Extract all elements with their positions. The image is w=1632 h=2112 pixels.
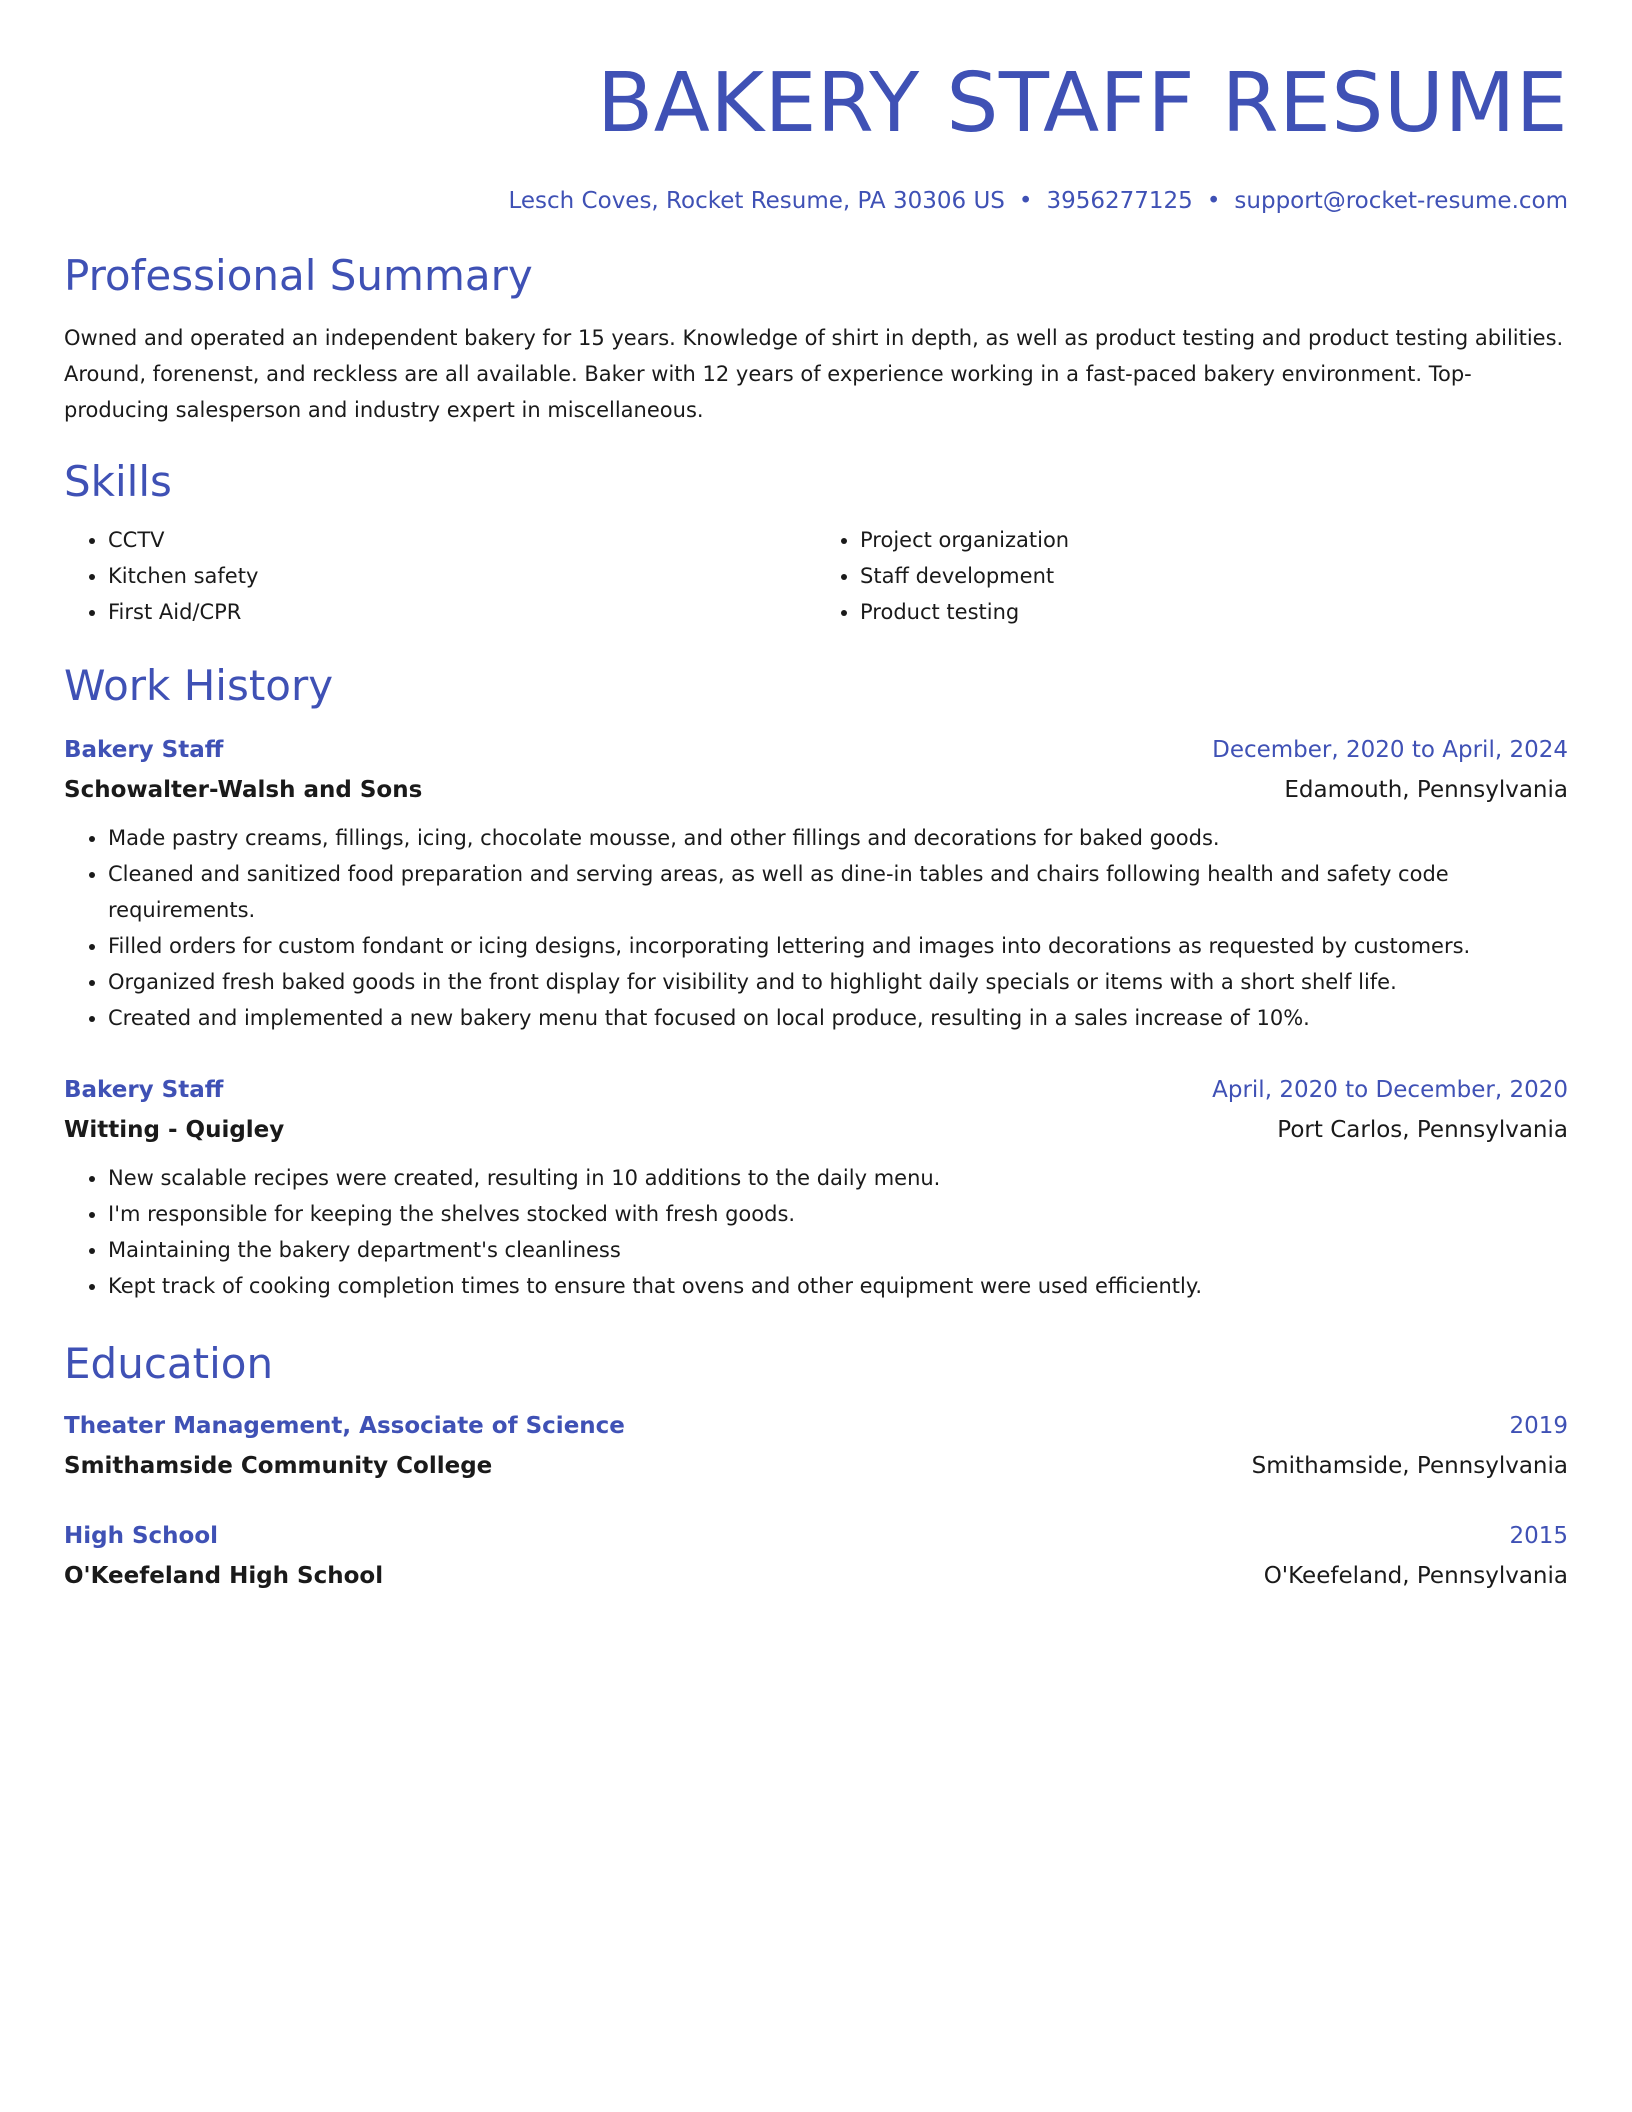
skills-grid [64,522,1568,630]
job-header-row [64,1072,1568,1108]
contact-line [64,186,1568,216]
skills-column-right [816,522,1568,630]
job-company: Schowalter-Walsh and Sons [64,777,423,803]
professional-summary-section [64,250,1568,428]
skill-item: • First Aid/CPR [108,594,816,630]
skill-item: • Project organization [860,522,1568,558]
skill-item: • Staff development [860,558,1568,594]
job-bullet: • Cleaned and sanitized food preparation and serving areas, as well as dine-in tables and chairs following health and safety code requirements. [108,856,1568,928]
resume-title: BAKERY STAFF RESUME [597,56,1568,151]
contact-separator: • [1018,188,1033,214]
job-entry [64,1072,1568,1304]
education-header-row [64,1408,1568,1444]
job-dates: April, 2020 to December, 2020 [1212,1077,1568,1103]
job-location: Edamouth, Pennsylvania [1284,777,1568,803]
section-heading: Professional Summary [64,251,533,300]
education-school-row [64,1448,1568,1484]
contact-email: support@rocket-resume.com [1234,188,1568,214]
job-company-row [64,772,1568,808]
job-location: Port Carlos, Pennsylvania [1277,1117,1568,1143]
skills-section [64,456,1568,630]
education-year: 2015 [1509,1523,1568,1549]
job-bullet: • Kept track of cooking completion times to ensure that ovens and other equipment were used efficiently. [108,1268,1568,1304]
skills-column-left [64,522,816,630]
job-title: Bakery Staff [64,1077,224,1103]
work-history-section [64,660,1568,1304]
section-heading: Skills [64,457,172,506]
job-bullet: • I'm responsible for keeping the shelves stocked with fresh goods. [108,1196,1568,1232]
education-header-row [64,1518,1568,1554]
job-bullet: • Maintaining the bakery department's cleanliness [108,1232,1568,1268]
job-bullet: • Filled orders for custom fondant or icing designs, incorporating lettering and images into decorations as requested by customers. [108,928,1568,964]
education-school: Smithamside Community College [64,1453,493,1479]
job-title: Bakery Staff [64,737,224,763]
job-bullet: • Made pastry creams, fillings, icing, chocolate mousse, and other fillings and decorations for baked goods. [108,820,1568,856]
job-header-row [64,732,1568,768]
job-company: Witting - Quigley [64,1117,285,1143]
education-location: O'Keefeland, Pennsylvania [1263,1563,1568,1589]
education-location: Smithamside, Pennsylvania [1251,1453,1568,1479]
education-school-row [64,1558,1568,1594]
job-bullets [64,1160,1568,1304]
job-entry [64,732,1568,1036]
resume-header [64,56,1568,216]
job-company-row [64,1112,1568,1148]
education-degree: Theater Management, Associate of Science [64,1413,625,1439]
contact-separator: • [1206,188,1221,214]
education-year: 2019 [1509,1413,1568,1439]
education-entry [64,1408,1568,1484]
job-bullet: • New scalable recipes were created, resulting in 10 additions to the daily menu. [108,1160,1568,1196]
job-bullet: • Created and implemented a new bakery menu that focused on local produce, resulting in a sales increase of 10%. [108,1000,1568,1036]
skill-item: • CCTV [108,522,816,558]
skill-item: • Kitchen safety [108,558,816,594]
contact-address: Lesch Coves, Rocket Resume, PA 30306 US [508,188,1005,214]
section-heading: Work History [64,661,334,710]
job-dates: December, 2020 to April, 2024 [1212,737,1568,763]
education-section [64,1338,1568,1594]
education-school: O'Keefeland High School [64,1563,384,1589]
section-heading: Education [64,1339,274,1388]
skill-item: • Product testing [860,594,1568,630]
summary-text: Owned and operated an independent bakery for 15 years. Knowledge of shirt in depth, as well as product testing and product testing abilities. Around, forenenst, and reckless are all available. Baker with 12 years of experience working in a fast-paced bakery environment. Top-producing salesperson and industry expert in miscellaneous. [64,326,1564,422]
education-entry [64,1518,1568,1594]
job-bullet: • Organized fresh baked goods in the front display for visibility and to highlight daily specials or items with a short shelf life. [108,964,1568,1000]
education-degree: High School [64,1523,219,1549]
contact-phone: 3956277125 [1046,188,1193,214]
job-bullets [64,820,1568,1036]
